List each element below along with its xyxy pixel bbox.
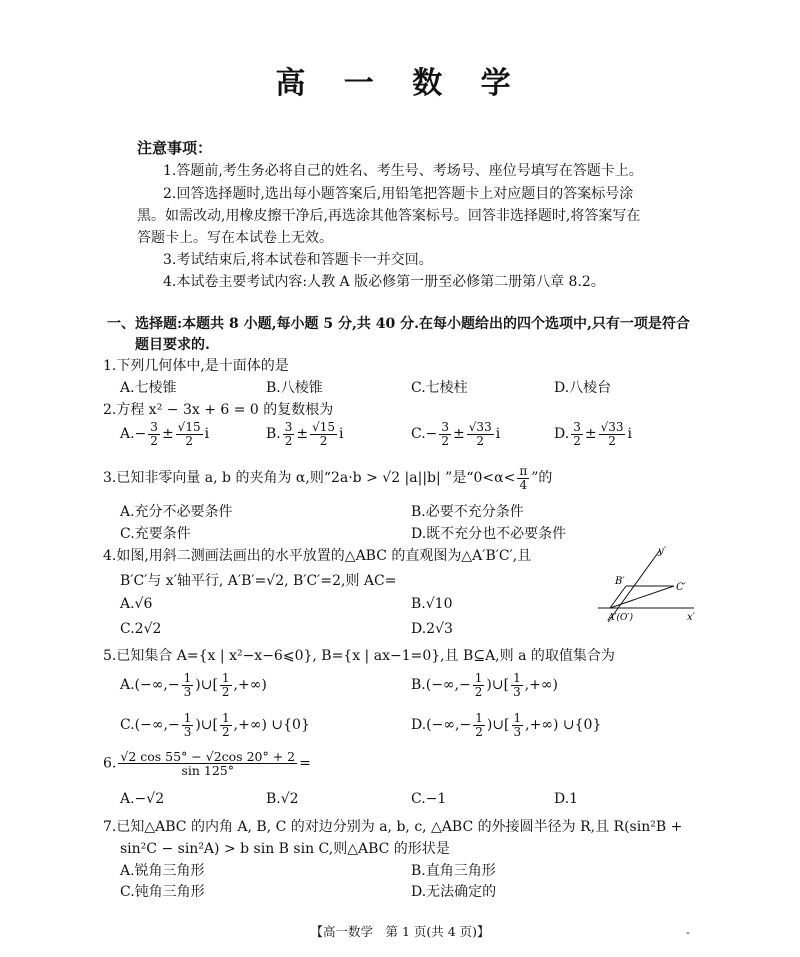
q6-stem: 6. $\frac{√2 \cos 55^\circ - √2\cos 20^\circ + 2}{\sin 125^\circ}$ =: [103, 749, 311, 779]
q7-option-a: A.锐角三角形: [120, 863, 205, 879]
q3-option-c: C.充要条件: [120, 526, 191, 542]
q6-option-a: A.−√2: [120, 791, 165, 807]
q6-option-d: D.1: [554, 791, 579, 807]
notice-item-2: 2.回答选择题时,选出每小题答案后,用铅笔把答题卡上对应题目的答案标号涂: [163, 186, 634, 202]
section-heading-cont: 题目要求的.: [135, 337, 210, 353]
q4-stem: 4.如图,用斜二测画法画出的水平放置的△ABC 的直观图为△A′B′C′,且: [103, 548, 532, 564]
q5-option-b: B.(−∞,− $\frac{1}{2}$ )∪[ $\frac{1}{3}$ ,+∞): [411, 671, 559, 699]
q5-option-d: D.(−∞,− $\frac{1}{2}$ )∪[ $\frac{1}{3}$ ,+∞) ∪{0}: [411, 711, 602, 739]
q4-option-d: D.2√3: [411, 621, 453, 637]
q4-option-c: C.2√2: [120, 621, 162, 637]
q6-option-c: C.−1: [411, 791, 447, 807]
q6-option-b: B.√2: [266, 791, 299, 807]
q1-option-d: D.八棱台: [554, 380, 612, 396]
q4-option-b: B.√10: [411, 596, 453, 612]
q4-stem-cont: B′C′与 x′轴平行, A′B′=√2, B′C′=2,则 AC=: [120, 573, 397, 589]
q7-option-b: B.直角三角形: [411, 863, 496, 879]
page-footer: 【高一数学 第 1 页(共 4 页)】: [310, 924, 490, 939]
label-b: B′: [615, 576, 625, 587]
q7-option-d: D.无法确定的: [411, 884, 497, 900]
q3-option-d: D.既不充分也不必要条件: [411, 526, 567, 542]
q2-option-c: C.− $\frac{3}{2}$ ± $\frac{√33}{2}$ i: [411, 420, 501, 448]
q1-stem: 1.下列几何体中,是十面体的是: [103, 358, 289, 374]
q7-stem-cont: sin²C − sin²A) > b sin B sin C,则△ABC 的形状是: [120, 841, 450, 857]
notice-heading: 注意事项：: [137, 139, 213, 157]
notice-item-2-cont: 黑。如需改动,用橡皮擦干净后,再选涂其他答案标号。回答非选择题时,将答案写在: [137, 208, 641, 224]
q1-option-c: C.七棱柱: [411, 380, 468, 396]
q3-option-a: A.充分不必要条件: [120, 504, 233, 520]
label-c: C′: [676, 582, 686, 593]
q2-stem: 2.方程 x² − 3x + 6 = 0 的复数根为: [103, 402, 334, 418]
edge-ab: [610, 586, 626, 608]
label-a: A′(O′): [608, 613, 633, 623]
q1-option-b: B.八棱锥: [266, 380, 323, 396]
page-title: 高 一 数 学: [275, 66, 525, 101]
q4-figure: [590, 542, 705, 628]
q2-option-a: A.− $\frac{3}{2}$ ± $\frac{√15}{2}$ i: [120, 420, 210, 448]
notice-item-2-cont2: 答题卡上。写在本试卷上无效。: [137, 230, 333, 246]
notice-item-3: 3.考试结束后,将本试卷和答题卡一并交回。: [163, 252, 433, 268]
notice-item-4: 4.本试卷主要考试内容:人教 A 版必修第一册至必修第二册第八章 8.2。: [163, 274, 605, 290]
q3-stem: 3.已知非零向量 a, b 的夹角为 α,则“2a·b > √2 |a||b| ”是“0<α< $\frac{\pi}{4}$ ”的: [103, 464, 553, 492]
q4-option-a: A.√6: [120, 596, 153, 612]
q7-option-c: C.钝角三角形: [120, 884, 205, 900]
section-heading: 一、选择题:本题共 8 小题,每小题 5 分,共 40 分.在每小题给出的四个选项中,只有一项是符合: [107, 316, 690, 332]
q5-option-a: A.(−∞,− $\frac{1}{3}$ )∪[ $\frac{1}{2}$ ,+∞): [120, 671, 267, 699]
q7-stem: 7.已知△ABC 的内角 A, B, C 的对边分别为 a, b, c, △ABC 的外接圆半径为 R,且 R(sin²B +: [103, 819, 683, 835]
notice-item-1: 1.答题前,考生务必将自己的姓名、考生号、考场号、座位号填写在答题卡上。: [163, 163, 643, 179]
q1-option-a: A.七棱锥: [120, 380, 177, 396]
label-y: y′: [658, 546, 666, 557]
edge-ac: [610, 586, 674, 608]
q3-option-b: B.必要不充分条件: [411, 504, 524, 520]
corner-mark: -: [686, 926, 690, 939]
q5-option-c: C.(−∞,− $\frac{1}{3}$ )∪[ $\frac{1}{2}$ ,+∞) ∪{0}: [120, 711, 310, 739]
q2-option-d: D. $\frac{3}{2}$ ± $\frac{√33}{2}$ i: [554, 420, 632, 448]
q2-option-b: B. $\frac{3}{2}$ ± $\frac{√15}{2}$ i: [266, 420, 344, 448]
q5-stem: 5.已知集合 A={x | x²−x−6⩽0}, B={x | ax−1=0},且 B⊆A,则 a 的取值集合为: [103, 648, 615, 664]
label-x: x′: [687, 612, 695, 623]
